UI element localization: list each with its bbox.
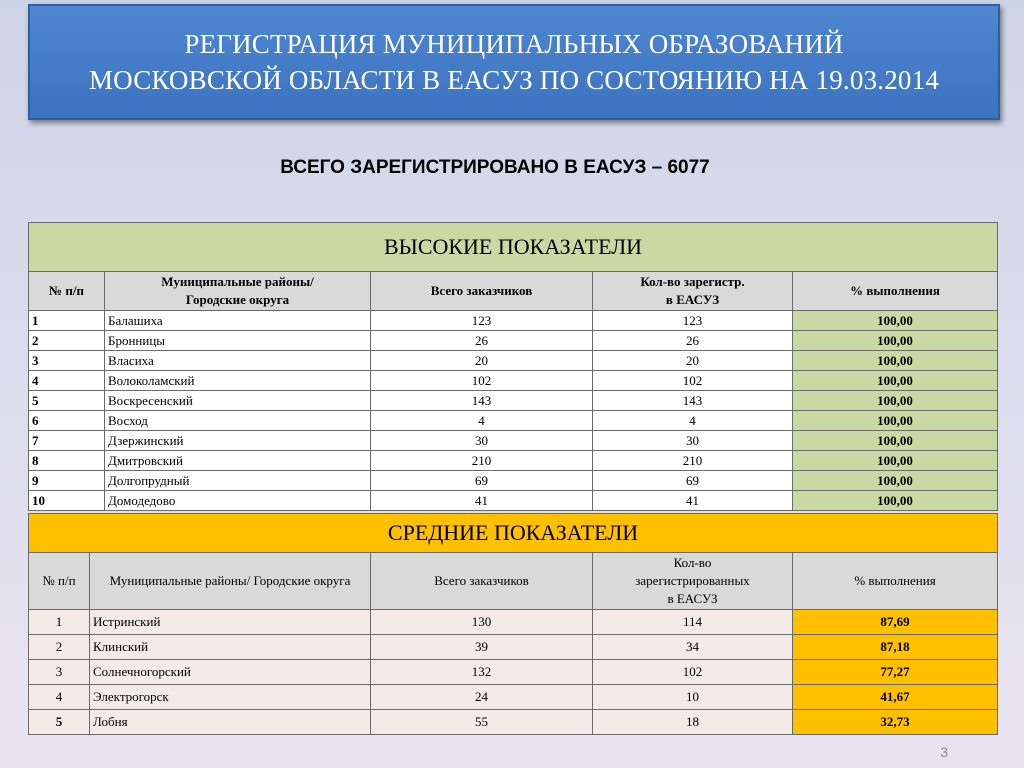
col-percent-header: % выполнения [793,553,998,610]
table-row [29,311,998,331]
cell-pct: 100,00 [793,451,998,471]
cell-num: 3 [29,351,105,371]
high-section-heading: ВЫСОКИЕ ПОКАЗАТЕЛИ [29,223,998,272]
cell-name: Балашиха [105,311,371,331]
cell-num: 2 [29,635,90,660]
cell-num: 1 [29,311,105,331]
cell-total: 30 [371,431,593,451]
cell-num: 3 [29,660,90,685]
title-line-2: МОСКОВСКОЙ ОБЛАСТИ В ЕАСУЗ ПО СОСТОЯНИЮ НА 19.03.2014 [88,65,940,95]
table-row [29,451,998,471]
table-row [29,391,998,411]
col-total-header: Всего заказчиков [371,553,593,610]
cell-name: Электрогорск [90,685,371,710]
cell-total: 132 [371,660,593,685]
cell-reg: 34 [593,635,793,660]
cell-num: 5 [29,710,90,735]
col-registered-header: Кол-во зарегистр. в ЕАСУЗ [593,272,793,311]
table-row [29,331,998,351]
cell-pct: 77,27 [793,660,998,685]
cell-total: 4 [371,411,593,431]
table-row [29,351,998,371]
cell-pct: 100,00 [793,391,998,411]
cell-name: Домодедово [105,491,371,511]
cell-reg: 4 [593,411,793,431]
title-line-1: РЕГИСТРАЦИЯ МУНИЦИПАЛЬНЫХ ОБРАЗОВАНИЙ [184,29,844,59]
table-row [29,371,998,391]
cell-name: Волоколамский [105,371,371,391]
cell-name: Солнечногорский [90,660,371,685]
cell-total: 41 [371,491,593,511]
medium-section-heading: СРЕДНИЕ ПОКАЗАТЕЛИ [29,514,998,553]
cell-total: 20 [371,351,593,371]
cell-total: 39 [371,635,593,660]
cell-pct: 100,00 [793,431,998,451]
col-registered-header: Кол-во зарегистрированных в ЕАСУЗ [593,553,793,610]
cell-num: 5 [29,391,105,411]
col-district-header: Муниципальные районы/ Городские округа [105,272,371,311]
cell-name: Бронницы [105,331,371,351]
cell-pct: 100,00 [793,371,998,391]
table-row [29,610,998,635]
cell-num: 4 [29,685,90,710]
medium-indicators-table [28,513,998,735]
table-row [29,491,998,511]
cell-name: Власиха [105,351,371,371]
table-row [29,660,998,685]
cell-name: Долгопрудный [105,471,371,491]
total-registered: ВСЕГО ЗАРЕГИСТРИРОВАНО В ЕАСУЗ – 6077 [280,157,710,178]
cell-name: Лобня [90,710,371,735]
cell-num: 8 [29,451,105,471]
table-row [29,431,998,451]
cell-name: Истринский [90,610,371,635]
cell-name: Дзержинский [105,431,371,451]
cell-pct: 87,69 [793,610,998,635]
cell-reg: 30 [593,431,793,451]
cell-total: 24 [371,685,593,710]
cell-total: 143 [371,391,593,411]
col-num-header: № п/п [29,553,90,610]
cell-total: 102 [371,371,593,391]
cell-num: 1 [29,610,90,635]
cell-pct: 100,00 [793,411,998,431]
col-district-header: Муниципальные районы/ Городские округа [90,553,371,610]
col-total-header: Всего заказчиков [371,272,593,311]
cell-pct: 100,00 [793,351,998,371]
cell-num: 4 [29,371,105,391]
table-row [29,471,998,491]
cell-reg: 102 [593,660,793,685]
table-row [29,635,998,660]
cell-pct: 100,00 [793,331,998,351]
cell-reg: 26 [593,331,793,351]
cell-reg: 102 [593,371,793,391]
cell-pct: 100,00 [793,491,998,511]
cell-total: 123 [371,311,593,331]
cell-total: 26 [371,331,593,351]
cell-total: 210 [371,451,593,471]
cell-total: 69 [371,471,593,491]
table-row [29,411,998,431]
cell-num: 9 [29,471,105,491]
high-indicators-table [28,222,998,511]
cell-reg: 10 [593,685,793,710]
cell-num: 2 [29,331,105,351]
cell-reg: 41 [593,491,793,511]
cell-reg: 18 [593,710,793,735]
cell-name: Клинский [90,635,371,660]
page-number: 3 [940,744,948,760]
cell-pct: 100,00 [793,311,998,331]
cell-reg: 114 [593,610,793,635]
cell-pct: 41,67 [793,685,998,710]
cell-reg: 123 [593,311,793,331]
cell-num: 6 [29,411,105,431]
cell-name: Восход [105,411,371,431]
table-row [29,685,998,710]
cell-num: 10 [29,491,105,511]
cell-reg: 20 [593,351,793,371]
cell-pct: 32,73 [793,710,998,735]
table-row [29,710,998,735]
cell-reg: 143 [593,391,793,411]
cell-num: 7 [29,431,105,451]
col-percent-header: % выполнения [793,272,998,311]
cell-name: Дмитровский [105,451,371,471]
col-num-header: № п/п [29,272,105,311]
cell-pct: 87,18 [793,635,998,660]
cell-reg: 210 [593,451,793,471]
cell-total: 130 [371,610,593,635]
slide-title [28,4,1000,120]
cell-name: Воскресенский [105,391,371,411]
cell-total: 55 [371,710,593,735]
cell-reg: 69 [593,471,793,491]
cell-pct: 100,00 [793,471,998,491]
